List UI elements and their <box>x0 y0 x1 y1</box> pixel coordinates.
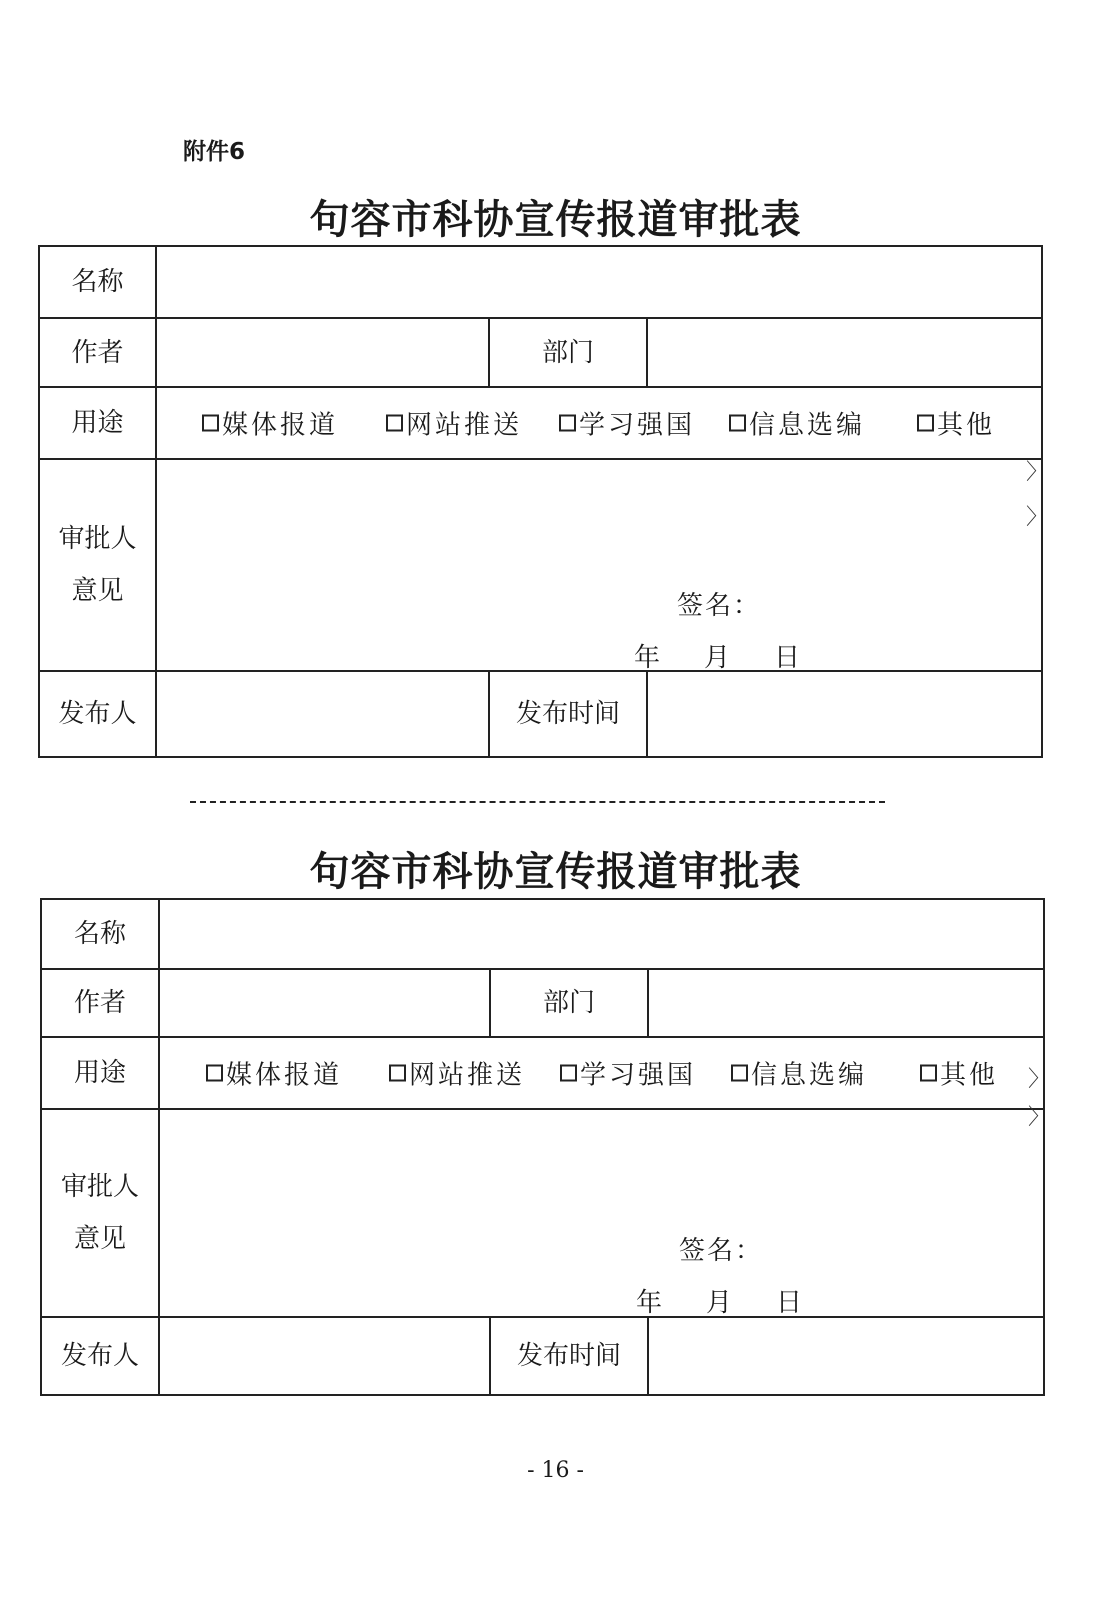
approval-form <box>38 245 1043 758</box>
usage-options <box>158 1036 1045 1110</box>
department-label: 部门 <box>488 317 648 388</box>
publish-time-label: 发布时间 <box>488 670 648 758</box>
usage-option-label: 学习强国 <box>579 410 696 441</box>
author-field[interactable] <box>158 968 491 1038</box>
department-label: 部门 <box>489 968 649 1038</box>
cut-line-divider <box>190 801 885 803</box>
approver-label-line1: 审批人 <box>58 524 137 554</box>
usage-option-label: 学习强国 <box>580 1060 697 1091</box>
usage-option-media[interactable] <box>202 405 338 442</box>
usage-options <box>155 386 1043 460</box>
checkbox-icon[interactable] <box>206 1065 223 1082</box>
signature-label: 签名： <box>677 591 762 621</box>
date-year-label: 年 <box>636 1288 663 1318</box>
usage-option-label: 媒体报道 <box>222 410 339 441</box>
date-line <box>634 637 800 674</box>
usage-option-other[interactable] <box>920 1055 998 1092</box>
margin-mark: 〉 <box>1028 1067 1051 1092</box>
publish-time-field[interactable] <box>647 1316 1045 1396</box>
signature-label: 签名： <box>679 1236 764 1266</box>
publish-time-label: 发布时间 <box>489 1316 649 1396</box>
name-label: 名称 <box>40 898 160 970</box>
usage-option-info[interactable] <box>729 405 865 442</box>
page-number: - 16 - <box>527 1458 584 1483</box>
usage-option-xuexi[interactable] <box>559 405 695 442</box>
usage-option-label: 其他 <box>937 410 996 441</box>
margin-mark: 〉 <box>1026 505 1049 530</box>
approver-label-line1: 审批人 <box>60 1172 139 1202</box>
usage-option-media[interactable] <box>206 1055 342 1092</box>
name-field[interactable] <box>158 898 1045 970</box>
checkbox-icon[interactable] <box>559 415 576 432</box>
publisher-label: 发布人 <box>38 670 157 758</box>
checkbox-icon[interactable] <box>389 1065 406 1082</box>
usage-label: 用途 <box>38 386 157 460</box>
department-field[interactable] <box>647 968 1045 1038</box>
name-field[interactable] <box>155 245 1043 319</box>
checkbox-icon[interactable] <box>729 415 746 432</box>
approver-label <box>38 458 157 672</box>
name-label: 名称 <box>38 245 157 319</box>
approver-label <box>40 1108 160 1318</box>
usage-option-website[interactable] <box>389 1055 525 1092</box>
approver-opinion-field[interactable] <box>155 458 1043 672</box>
approval-form <box>40 898 1045 1396</box>
checkbox-icon[interactable] <box>560 1065 577 1082</box>
attachment-label: 附件6 <box>183 139 246 165</box>
usage-option-label: 信息选编 <box>749 410 866 441</box>
approver-opinion-field[interactable] <box>158 1108 1045 1318</box>
department-field[interactable] <box>646 317 1043 388</box>
date-day-label: 日 <box>774 643 801 673</box>
author-label: 作者 <box>38 317 157 388</box>
date-month-label: 月 <box>704 643 731 673</box>
publisher-label: 发布人 <box>40 1316 160 1396</box>
form-title: 句容市科协宣传报道审批表 <box>309 196 802 243</box>
publisher-field[interactable] <box>158 1316 491 1396</box>
date-line <box>636 1282 802 1319</box>
date-day-label: 日 <box>776 1288 803 1318</box>
publisher-field[interactable] <box>155 670 490 758</box>
form-title: 句容市科协宣传报道审批表 <box>309 848 802 895</box>
date-month-label: 月 <box>706 1288 733 1318</box>
usage-option-label: 其他 <box>940 1060 999 1091</box>
margin-mark: 〉 <box>1028 1105 1051 1130</box>
usage-option-label: 网站推送 <box>406 410 523 441</box>
checkbox-icon[interactable] <box>920 1065 937 1082</box>
margin-mark: 〉 <box>1026 460 1049 485</box>
date-year-label: 年 <box>634 643 661 673</box>
usage-label: 用途 <box>40 1036 160 1110</box>
author-field[interactable] <box>155 317 490 388</box>
approver-label-line2: 意见 <box>73 1224 126 1254</box>
usage-option-label: 信息选编 <box>751 1060 868 1091</box>
publish-time-field[interactable] <box>646 670 1043 758</box>
usage-option-info[interactable] <box>731 1055 867 1092</box>
approver-label-line2: 意见 <box>71 576 124 606</box>
usage-option-xuexi[interactable] <box>560 1055 696 1092</box>
usage-option-label: 媒体报道 <box>226 1060 343 1091</box>
checkbox-icon[interactable] <box>731 1065 748 1082</box>
usage-option-label: 网站推送 <box>409 1060 526 1091</box>
checkbox-icon[interactable] <box>917 415 934 432</box>
checkbox-icon[interactable] <box>202 415 219 432</box>
checkbox-icon[interactable] <box>386 415 403 432</box>
author-label: 作者 <box>40 968 160 1038</box>
usage-option-website[interactable] <box>386 405 522 442</box>
usage-option-other[interactable] <box>917 405 995 442</box>
